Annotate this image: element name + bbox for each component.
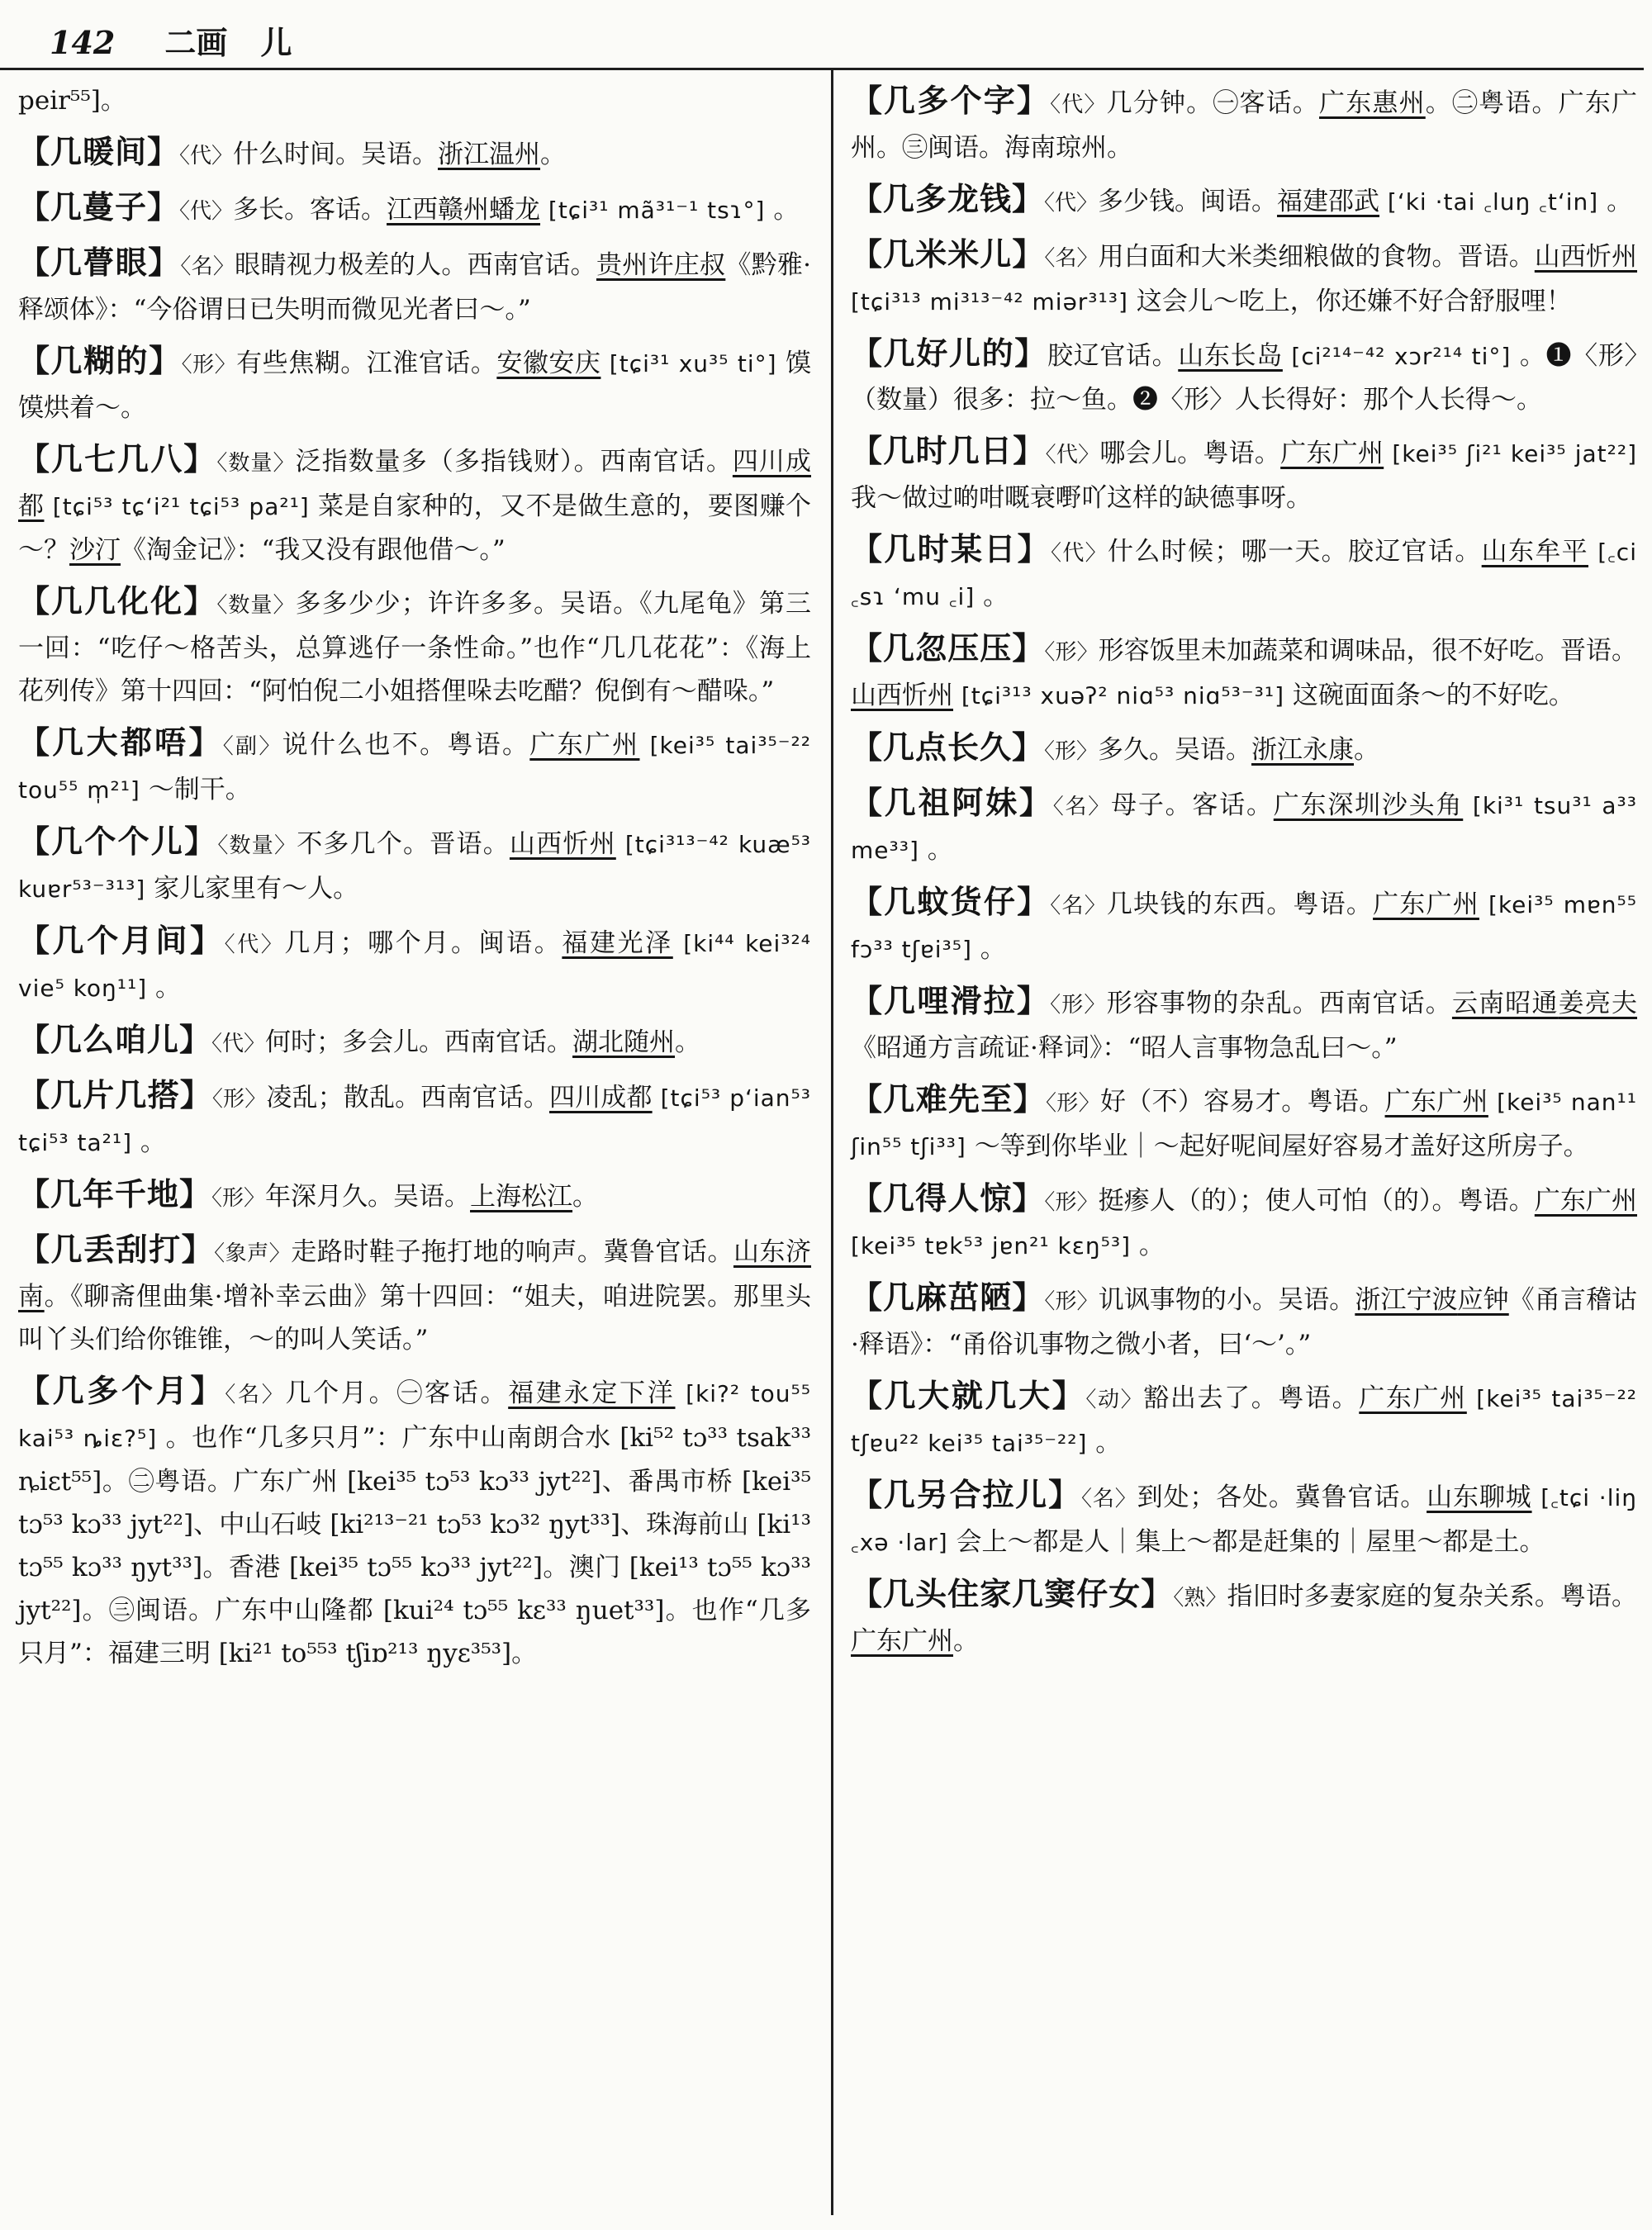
entry-headword: 【几米米儿】 — [851, 235, 1045, 273]
entry-definition: 眼睛视力极差的人。西南官话。 — [235, 250, 596, 280]
dialect-location: 浙江宁波 — [1355, 1285, 1458, 1315]
entry-definition: 泛指数量多（多指钱财）。西南官话。 — [295, 447, 733, 477]
entry-headword: 【几多个字】 — [851, 82, 1051, 119]
entry-headword: 【几多个月】 — [18, 1372, 225, 1409]
phonetic-transcription: [tɕi⁵³ pʻian⁵³ tɕi⁵³ ta²¹] — [18, 1084, 812, 1156]
phonetic-transcription: [tɕi³¹³ mi³¹³⁻⁴² miər³¹³] — [851, 288, 1128, 316]
entry-definition: 胶辽官话。 — [1047, 341, 1179, 371]
part-of-speech: 〈形〉 — [1045, 1091, 1100, 1116]
entry-text: peir⁵⁵]。 — [18, 86, 126, 116]
part-of-speech: 〈形〉 — [181, 353, 237, 377]
dialect-location: 浙江永康 — [1251, 735, 1355, 765]
page-header — [50, 18, 1635, 68]
entry-continuation-text: 。 — [980, 934, 1006, 964]
dialect-location: 福建永定下洋 — [508, 1378, 676, 1408]
right-column — [851, 79, 1637, 1671]
dictionary-entry — [18, 438, 811, 572]
dialect-location: 四川成都 — [18, 447, 811, 521]
dialect-location: 上海松江 — [470, 1182, 573, 1212]
dictionary-entry — [851, 627, 1637, 718]
dialect-location: 山西忻州 — [851, 681, 953, 710]
entry-definition: 凌乱；散乱。西南官话。 — [266, 1083, 549, 1113]
entry-headword: 【几蚊货仔】 — [851, 883, 1051, 920]
entry-continuation-text: 。 — [1095, 1428, 1122, 1458]
dialect-location: 山东聊城 — [1427, 1483, 1532, 1512]
dialect-location: 山东济南 — [18, 1237, 812, 1312]
dictionary-entry — [851, 1473, 1637, 1564]
dictionary-entry — [851, 79, 1637, 169]
usage-example: 菜是自家种的，又不是做生意的，要图赚个～？ — [18, 491, 812, 565]
dictionary-entry — [851, 233, 1637, 324]
entry-definition: 说什么也不。粤语。 — [282, 730, 530, 760]
part-of-speech: 〈代〉 — [1045, 443, 1100, 467]
header-rule — [0, 68, 1644, 70]
entry-continuation-text: 。 — [1354, 735, 1380, 765]
dictionary-entry — [851, 781, 1637, 872]
dictionary-entry — [18, 186, 811, 233]
phonetic-transcription: [ki⁴⁴ kei³²⁴ vie⁵ koŋ¹¹] — [18, 930, 811, 1002]
entry-continuation-text: 。《聊斋俚曲集·增补幸云曲》第十四回：“姐夫，咱进院罢。那里头叫丫头们给你锥锥，～的叫人笑话。” — [18, 1282, 811, 1355]
dictionary-entry — [18, 130, 811, 178]
entry-headword: 【几麻茁陋】 — [851, 1279, 1045, 1316]
entry-continuation-text: 。 — [155, 973, 182, 1003]
entry-continuation-text: 。也作“几多只月”：广东中山南朗合水 [ki⁵² tɔ³³ tsak³³ ȵiɛt⁵⁵]。㊁粤语。广东广州 [kei³⁵ tɔ⁵³ kɔ³³ jyt²²]、番禺市桥 [kei³⁵ tɔ⁵³ kɔ³³ jyt²²]、中山石岐 [ki²¹³⁻²¹ tɔ⁵³ kɔ³² ŋyt³³]、珠海前山 [ki¹³ tɔ⁵⁵ kɔ³³ ŋyt³³]。香港 [kei³⁵ tɔ⁵⁵ kɔ³³ jyt²²]。澳门 [kei¹³ tɔ⁵⁵ kɔ³³ jyt²²]。㊂闽语。广东中山隆都 [kui²⁴ tɔ⁵⁵ kɛ³³ ŋuet³³]。也作“几多只月”：福建三明 [ki²¹ to⁵⁵³ tʃiɒ²¹³ ŋyɛ³⁵³]。 — [18, 1423, 812, 1668]
part-of-speech: 〈代〉 — [1050, 93, 1107, 117]
entry-headword: 【几得人惊】 — [851, 1179, 1045, 1217]
part-of-speech: 〈代〉 — [179, 199, 234, 224]
phonetic-transcription: [kei³⁵ tai³⁵⁻²² tʃɐu²² kei³⁵ tai³⁵⁻²²] — [851, 1385, 1638, 1457]
entry-definition: 指旧时多妻家庭的复杂关系。粤语。 — [1227, 1582, 1637, 1611]
dictionary-entry — [18, 721, 811, 812]
entry-headword: 【几糊的】 — [18, 342, 182, 379]
dictionary-entry — [851, 1276, 1637, 1366]
phonetic-transcription: [kei³⁵ ʃi²¹ kei³⁵ jat²²] — [1392, 440, 1637, 467]
entry-continuation-text: 。㊁粤语。广东广州。㊂闽语。海南琼州。 — [851, 88, 1638, 163]
entry-definition: 年深月久。吴语。 — [265, 1182, 471, 1212]
phonetic-transcription: [kei³⁵ mɐn⁵⁵ fɔ³³ tʃɐi³⁵] — [851, 891, 1637, 963]
dialect-location: 广东广州 — [1359, 1383, 1467, 1413]
dictionary-entry — [18, 339, 811, 429]
entry-headword: 【几时几日】 — [851, 432, 1046, 469]
dictionary-entry — [851, 332, 1637, 421]
citation-author: 许庄叔 — [648, 250, 726, 280]
dialect-location: 山东长岛 — [1178, 341, 1283, 371]
dialect-location: 云南昭通 — [1451, 989, 1559, 1018]
dictionary-entry — [851, 1177, 1637, 1268]
page-number: 142 — [50, 24, 116, 61]
entry-continuation-text: 《黔雅·释颂体》：“今俗谓日已失明而微见光者曰～。” — [18, 250, 811, 325]
entry-headword: 【几几化化】 — [18, 582, 217, 619]
dictionary-entry — [851, 429, 1637, 520]
entry-definition: 形容饭里未加蔬菜和调味品，很不好吃。晋语。 — [1098, 636, 1637, 666]
dialect-location: 广东广州 — [851, 1626, 953, 1656]
entry-continuation — [18, 79, 811, 122]
entry-headword: 【几个月间】 — [18, 922, 225, 959]
dictionary-entry — [851, 1374, 1637, 1465]
phonetic-transcription: [ki³¹ tsu³¹ a³³ me³³] — [851, 792, 1637, 864]
dialect-location: 山西忻州 — [509, 829, 616, 859]
part-of-speech: 〈代〉 — [1051, 541, 1108, 566]
entry-continuation-text: 。 — [1607, 187, 1633, 216]
entry-headword: 【几另合拉儿】 — [851, 1476, 1082, 1513]
entry-definition: 不多几个。晋语。 — [297, 829, 510, 859]
part-of-speech: 〈形〉 — [1050, 993, 1107, 1018]
entry-continuation-text: 。❶〈形〉（数量）很多：拉～鱼。❷〈形〉人长得好：那个人长得～。 — [851, 341, 1637, 415]
part-of-speech: 〈副〉 — [222, 734, 282, 759]
entry-definition: 好（不）容易才。粤语。 — [1099, 1087, 1385, 1117]
part-of-speech: 〈代〉 — [224, 932, 285, 957]
entry-headword: 【几忽压压】 — [851, 629, 1045, 667]
dialect-location: 山东牟平 — [1481, 537, 1588, 567]
entry-continuation-text: 。 — [140, 1127, 166, 1157]
dictionary-entry — [851, 528, 1637, 619]
part-of-speech: 〈动〉 — [1085, 1388, 1144, 1412]
column-divider — [831, 68, 833, 2215]
entry-definition: 多长。客话。 — [233, 195, 387, 225]
entry-definition: 多久。吴语。 — [1098, 735, 1252, 765]
part-of-speech: 〈数量〉 — [216, 593, 296, 618]
dictionary-entry — [851, 980, 1637, 1070]
entry-continuation-text: 这碗面面条～的不好吃。 — [1292, 681, 1574, 710]
entry-continuation-text: 。 — [953, 1626, 979, 1656]
dialect-location: 广东广州 — [1384, 1087, 1488, 1117]
left-column — [18, 79, 811, 1683]
citation-author: 沙汀 — [69, 535, 121, 565]
entry-headword: 【几好儿的】 — [851, 334, 1047, 372]
entry-headword: 【几片几搭】 — [18, 1076, 212, 1113]
entry-definition: 哪会儿。粤语。 — [1099, 439, 1281, 468]
entry-definition: 豁出去了。粤语。 — [1143, 1383, 1360, 1413]
dictionary-entry — [18, 1074, 811, 1165]
entry-continuation-text: 。 — [540, 140, 567, 169]
part-of-speech: 〈代〉 — [1044, 191, 1099, 216]
phonetic-transcription: [tɕi³¹ mã³¹⁻¹ tsɿ°] — [548, 197, 766, 224]
dialect-location: 广东广州 — [1534, 1186, 1637, 1216]
entry-definition: 讥讽事物的小。吴语。 — [1098, 1285, 1355, 1315]
entry-headword: 【几多龙钱】 — [851, 180, 1045, 217]
phonetic-transcription: [tɕi³¹ xu³⁵ ti°] — [609, 350, 777, 377]
entry-headword: 【几丢刮打】 — [18, 1231, 215, 1268]
dictionary-entry — [851, 880, 1637, 971]
dictionary-entry — [18, 1173, 811, 1220]
entry-definition: 什么时间。吴语。 — [233, 140, 439, 169]
phonetic-transcription: [tɕi³¹³ xuəʔ² niɑ⁵³ niɑ⁵³⁻³¹] — [961, 682, 1285, 709]
dialect-location: 湖北随州 — [572, 1027, 676, 1057]
dictionary-entry — [851, 726, 1637, 773]
entry-headword: 【几瞢眼】 — [18, 244, 181, 281]
dictionary-entry — [18, 1228, 811, 1361]
phonetic-transcription: [ki?² tou⁵⁵ kai⁵³ ȵiɛ?⁵] — [18, 1380, 811, 1452]
entry-definition: 何时；多会儿。西南官话。 — [265, 1027, 573, 1057]
part-of-speech: 〈代〉 — [179, 144, 234, 168]
entry-headword: 【几么咱儿】 — [18, 1021, 212, 1058]
dialect-location: 广东惠州 — [1319, 88, 1426, 118]
part-of-speech: 〈形〉 — [1044, 1289, 1099, 1314]
dictionary-entry — [18, 919, 811, 1010]
entry-headword: 【几年千地】 — [18, 1175, 212, 1212]
part-of-speech: 〈熟〉 — [1173, 1586, 1227, 1611]
entry-definition: 有些焦糊。江淮官话。 — [236, 349, 497, 378]
entry-definition: 什么时候；哪一天。胶辽官话。 — [1108, 537, 1482, 567]
dialect-location: 福建光泽 — [562, 928, 673, 958]
entry-definition: 走路时鞋子拖打地的响声。冀鲁官话。 — [291, 1237, 733, 1267]
entry-definition: 几块钱的东西。粤语。 — [1106, 890, 1374, 919]
part-of-speech: 〈形〉 — [211, 1186, 266, 1211]
citation-author: 应钟 — [1457, 1285, 1509, 1315]
part-of-speech: 〈数量〉 — [216, 451, 296, 476]
entry-continuation-text: 。 — [927, 835, 953, 865]
dictionary-entry — [18, 820, 811, 911]
dialect-location: 广东广州 — [1280, 439, 1384, 468]
entry-definition: 母子。客话。 — [1111, 790, 1274, 820]
entry-headword: 【几暖间】 — [18, 133, 180, 170]
phonetic-transcription: [kei³⁵ tai³⁵⁻²² tou⁵⁵ m̩²¹] — [18, 732, 812, 804]
phonetic-transcription: [kei³⁵ nan¹¹ ʃin⁵⁵ tʃi³³] — [851, 1089, 1637, 1160]
dictionary-entry — [851, 1573, 1637, 1663]
entry-continuation-text: 家儿家里有～人。 — [154, 874, 359, 904]
entry-continuation-text: ～制干。 — [148, 775, 251, 804]
entry-continuation-text: 这会儿～吃上，你还嫌不好合舒服哩！ — [1136, 287, 1572, 316]
entry-headword: 【几时某日】 — [851, 530, 1051, 567]
entry-headword: 【几头住家几窦仔女】 — [851, 1575, 1174, 1612]
part-of-speech: 〈名〉 — [1044, 246, 1099, 271]
phonetic-transcription: [kei³⁵ tɐk⁵³ jɐn²¹ kɛŋ⁵³] — [851, 1232, 1131, 1260]
part-of-speech: 〈名〉 — [1050, 894, 1107, 918]
part-of-speech: 〈代〉 — [211, 1032, 266, 1056]
part-of-speech: 〈名〉 — [1081, 1487, 1137, 1511]
entry-headword: 【几祖阿妹】 — [851, 784, 1053, 821]
dialect-location: 四川成都 — [549, 1083, 653, 1113]
entry-headword: 【几七几八】 — [18, 440, 217, 477]
dialect-location: 广东广州 — [529, 730, 640, 760]
section-label: 二画 — [164, 24, 228, 61]
entry-continuation-text: 《淘金记》：“我又没有跟他借～。” — [121, 535, 506, 565]
dictionary-entry — [851, 1078, 1637, 1169]
phonetic-transcription: [꜀ci ꜀sɿ ʻmu ꜀i] — [851, 539, 1637, 610]
entry-continuation-text: 《甬言稽诂·释语》：“甬俗讥事物之微小者，曰‘～’。” — [851, 1285, 1638, 1359]
part-of-speech: 〈名〉 — [1052, 795, 1112, 819]
entry-headword: 【几大都唔】 — [18, 724, 223, 761]
entry-headword: 【几难先至】 — [851, 1080, 1046, 1117]
entry-definition: 多多少少；许许多多。吴语。 — [295, 589, 640, 619]
part-of-speech: 〈形〉 — [1044, 739, 1099, 764]
dialect-location: 安徽安庆 — [496, 349, 601, 378]
part-of-speech: 〈形〉 — [211, 1087, 267, 1112]
dialect-location: 江西赣州蟠龙 — [387, 195, 541, 225]
entry-continuation-text: 。 — [983, 581, 1009, 611]
phonetic-transcription: [ʻki ·tai ꜀luŋ ꜀tʻin] — [1387, 188, 1599, 216]
entry-definition: 几个月。㊀客话。 — [285, 1378, 509, 1408]
entry-continuation-text: 会上～都是人｜集上～都是赶集的｜屋里～都是土。 — [956, 1527, 1545, 1557]
radical-label: 儿 — [260, 24, 292, 61]
entry-continuation-text: 馍馍烘着～。 — [18, 349, 811, 423]
entry-headword: 【几蔓子】 — [18, 188, 180, 225]
entry-definition: 用白面和大米类细粮做的食物。晋语。 — [1098, 242, 1535, 272]
entry-continuation-text: 。 — [572, 1182, 599, 1212]
entry-continuation-text: ～等到你毕业｜～起好呢间屋好容易才盖好这所房子。 — [974, 1132, 1589, 1161]
entry-continuation-text: 。 — [675, 1027, 701, 1057]
dialect-location: 山西忻州 — [1534, 242, 1638, 272]
dialect-location: 广东广州 — [1373, 890, 1479, 919]
dialect-location: 福建邵武 — [1277, 187, 1380, 216]
dialect-location: 贵州 — [596, 250, 648, 280]
phonetic-transcription: [꜀tɕi ·liŋ ꜀xə ·lar] — [851, 1484, 1637, 1556]
phonetic-transcription: [tɕi⁵³ tɕʻi²¹ tɕi⁵³ pa²¹] — [52, 493, 310, 520]
part-of-speech: 〈名〉 — [180, 254, 235, 279]
entry-headword: 【几个个儿】 — [18, 823, 218, 860]
entry-headword: 【几点长久】 — [851, 728, 1045, 766]
part-of-speech: 〈数量〉 — [217, 833, 297, 858]
phonetic-transcription: [tɕi³¹³⁻⁴² kuæ⁵³ kuɐr⁵³⁻³¹³] — [18, 831, 812, 903]
entry-continuation-text: 《昭通方言疏证·释词》：“昭人言事物急乱曰～。” — [851, 1033, 1398, 1063]
entry-continuation-text: 。 — [1138, 1231, 1165, 1260]
phonetic-transcription: [ci²¹⁴⁻⁴² xɔr²¹⁴ ti°] — [1291, 343, 1512, 370]
part-of-speech: 〈名〉 — [225, 1383, 286, 1407]
entry-definition: 挺瘆人（的）；使人可怕（的）。粤语。 — [1098, 1186, 1535, 1216]
entry-headword: 【几哩滑拉】 — [851, 982, 1051, 1019]
entry-definition: 几分钟。㊀客话。 — [1106, 88, 1320, 118]
dictionary-entry — [851, 178, 1637, 225]
dialect-location: 浙江温州 — [438, 140, 541, 169]
dictionary-entry — [18, 1369, 811, 1675]
entry-continuation-text: 。 — [773, 195, 800, 225]
part-of-speech: 〈象声〉 — [214, 1241, 292, 1266]
dictionary-entry — [18, 1018, 811, 1065]
citation-author: 姜亮夫 — [1558, 989, 1638, 1018]
dialect-location: 广东深圳沙头角 — [1273, 790, 1464, 820]
dictionary-entry — [18, 241, 811, 331]
entry-definition: 形容事物的杂乱。西南官话。 — [1106, 989, 1452, 1018]
dictionary-entry — [18, 580, 811, 713]
part-of-speech: 〈形〉 — [1044, 640, 1099, 665]
entry-headword: 【几大就几大】 — [851, 1377, 1086, 1414]
entry-definition: 多少钱。闽语。 — [1098, 187, 1278, 216]
part-of-speech: 〈形〉 — [1044, 1190, 1099, 1215]
entry-definition: 到处；各处。冀鲁官话。 — [1137, 1483, 1427, 1512]
entry-definition: 几月；哪个月。闽语。 — [284, 928, 563, 958]
entry-continuation-text: 我～做过啲咁嘅衰嘢吖这样的缺德事呀。 — [851, 483, 1312, 513]
entry-continuation-text: 《九尾龟》第三一回：“吃仔～格苦头，总算逃仔一条性命。”也作“几几花花”：《海上花列传》第十四回：“阿怕倪二小姐搭俚哚去吃醋？倪倒有～醋哚。” — [18, 589, 811, 706]
